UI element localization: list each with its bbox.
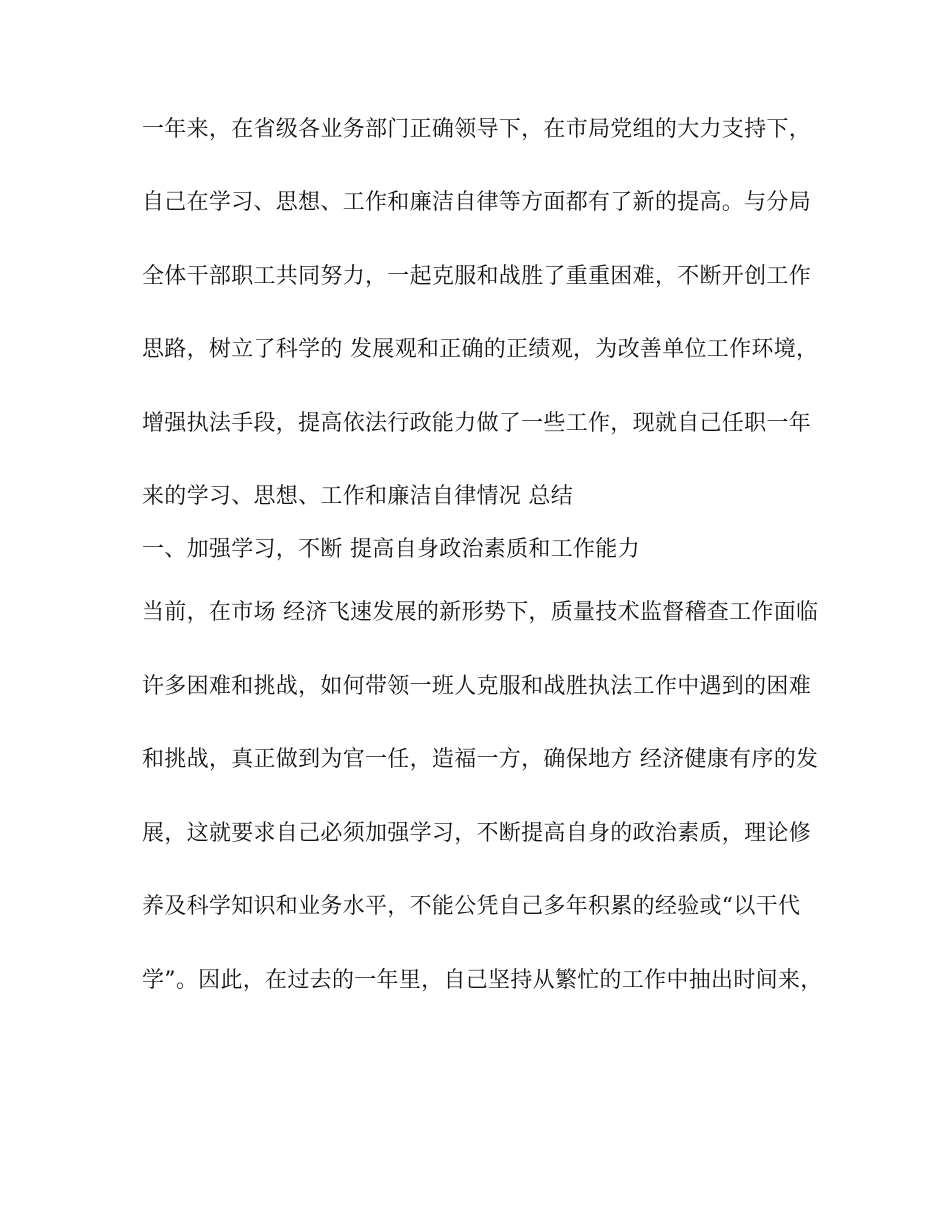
paragraph-line: 和挑战，真正做到为官一任，造福一方，确保地方 经济健康有序的发 [142,747,819,772]
paragraph-line: 增强执法手段，提高依法行政能力做了一些工作，现就自己任职一年 [142,411,812,436]
paragraph-line: 全体干部职工共同努力，一起克服和战胜了重重困难，不断开创工作 [142,264,812,289]
section-heading: 一、加强学习，不断 提高自身政治素质和工作能力 [142,537,640,562]
paragraph-line: 学”。因此，在过去的一年里，自己坚持从繁忙的工作中抽出时间来， [142,968,823,993]
paragraph-line: 养及科学知识和业务水平，不能公凭自己多年积累的经验或“以干代 [142,894,801,919]
paragraph-line: 思路，树立了科学的 发展观和正确的正绩观，为改善单位工作环境， [142,337,819,362]
paragraph-line: 许多困难和挑战，如何带领一班人克服和战胜执法工作中遇到的困难 [142,674,812,699]
paragraph-line: 展，这就要求自己必须加强学习，不断提高自身的政治素质，理论修 [142,821,812,846]
paragraph-line: 自己在学习、思想、工作和廉洁自律等方面都有了新的提高。与分局 [142,190,812,215]
paragraph-line: 当前，在市场 经济飞速发展的新形势下，质量技术监督稽查工作面临 [142,600,819,625]
paragraph-line: 来的学习、思想、工作和廉洁自律情况 总结 [142,484,573,509]
paragraph-line: 一年来，在省级各业务部门正确领导下，在市局党组的大力支持下， [142,117,812,142]
